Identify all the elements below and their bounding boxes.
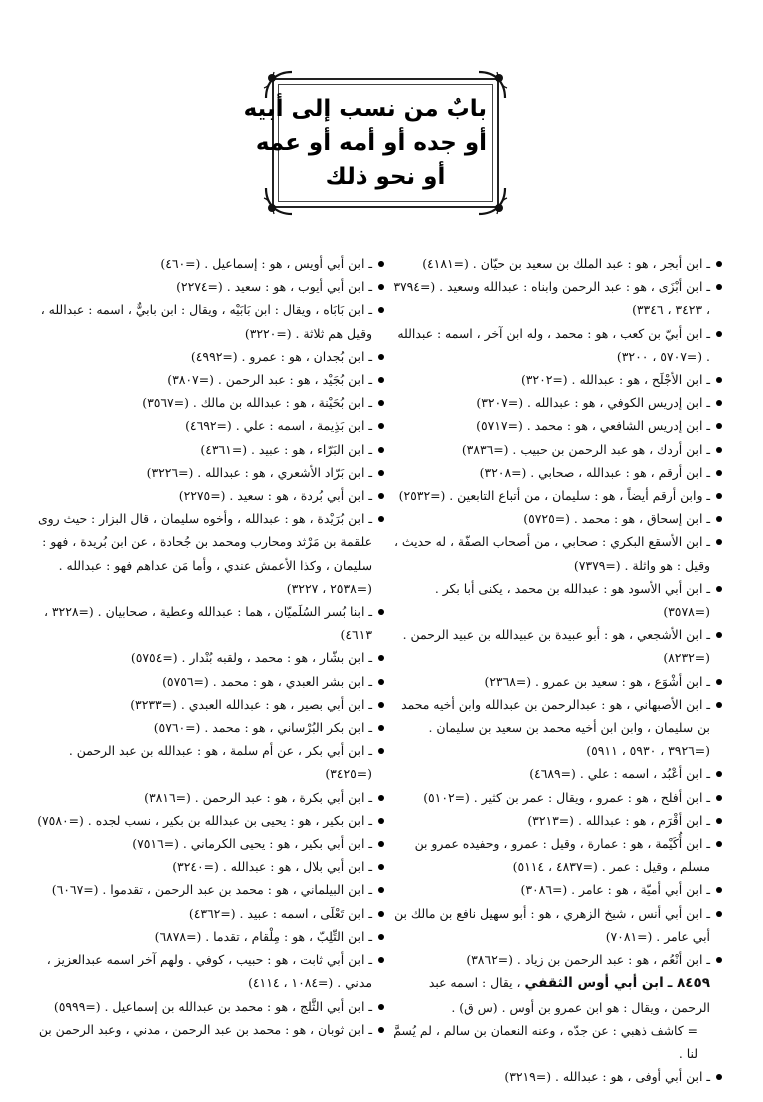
bullet-icon [378, 957, 384, 963]
entry-text: ـ وابن أرقم أيضاً ، هو : سليمان ، من أتباع التابعين . (=٢٥٣٢) [398, 488, 710, 504]
list-item [30, 902, 384, 925]
list-item [30, 878, 384, 901]
bullet-icon [378, 284, 384, 290]
list-item [30, 832, 384, 855]
bullet-icon [378, 679, 384, 685]
entry-text: ـ ابن بُجَيْد ، هو : عبد الرحمن . (=٣٨٠٧) [167, 372, 372, 388]
list-item [30, 646, 384, 669]
list-item [392, 414, 722, 437]
entry-text: ـ ابن أبي بلال ، هو : عبدالله . (=٣٢٤٠) [172, 859, 372, 875]
entry-text: ـ ابن الأجْلَح ، هو : عبدالله . (=٣٢٠٢) [520, 372, 710, 388]
list-item [392, 878, 722, 901]
entry-text: ـ ابن إدريس الكوفي ، هو : عبدالله . (=٣٢٠٧) [476, 395, 710, 411]
list-item [392, 971, 722, 1065]
bullet-icon [716, 400, 722, 406]
list-item [30, 461, 384, 484]
bullet-icon [716, 1074, 722, 1080]
entry-text: ـ ابن أبْزَى ، هو : عبد الرحمن وابناه : عبدالله وسعيد . (=٣٧٩٤ ، ٣٤٢٣ ، ٣٣٤٦) [393, 279, 710, 318]
bullet-icon [378, 307, 384, 313]
bullet-icon [378, 1004, 384, 1010]
bullet-icon [716, 957, 722, 963]
entry-text: ـ ابن أبي أنس ، شيخ الزهري ، هو : أبو سهيل نافع بن مالك بن أبي عامر . (=٧٠٨١) [394, 905, 710, 944]
entry-text: ـ ابن أنْعُم ، هو : عبد الرحمن بن زياد . (=٣٨٦٢) [466, 952, 710, 968]
list-item [392, 786, 722, 809]
bullet-icon [378, 934, 384, 940]
bullet-icon [378, 354, 384, 360]
bullet-icon [378, 447, 384, 453]
entry-text: ـ ابن البَرّاء ، هو : عبيد . (=٤٣٦١) [200, 441, 372, 457]
list-item [30, 391, 384, 414]
bullet-icon [378, 818, 384, 824]
bullet-icon [378, 493, 384, 499]
entry-text: ـ ابن أبي بكير ، هو : يحيى الكرماني . (=٧٥١٦) [132, 836, 372, 852]
entry-text: ـ ابن أبي بكرة ، هو : عبد الرحمن . (=٣٨١٦) [144, 789, 372, 805]
bullet-icon [378, 911, 384, 917]
entry-text: ـ ابن إسحاق ، هو : محمد . (=٥٧٢٥) [523, 511, 710, 527]
bullet-icon [378, 377, 384, 383]
list-item [30, 670, 384, 693]
chapter-title-frame [243, 78, 499, 208]
entry-text: ـ ابن أبي أيوب ، هو : سعيد . (=٢٢٧٤) [176, 279, 372, 295]
list-item [392, 368, 722, 391]
bullet-icon [378, 748, 384, 754]
bullet-icon [716, 586, 722, 592]
list-item [30, 298, 384, 344]
bullet-icon [716, 493, 722, 499]
left-column [30, 252, 384, 1041]
bullet-icon [716, 470, 722, 476]
list-item [30, 507, 384, 600]
bullet-icon [716, 679, 722, 685]
list-item [392, 1065, 722, 1088]
chapter-title [243, 92, 487, 196]
entry-text: ـ ابن بَابَاه ، ويقال : ابن بَابَيْه ، ويقال : ابن بابيٌّ ، اسمه : عبدالله ، وقيل هم ثلاثة . (=٣٢٢٠) [40, 302, 372, 341]
entry-text: ـ ابن أبي أميّة ، هو : عامر . (=٣٠٨٦) [520, 882, 710, 898]
bullet-icon [716, 516, 722, 522]
entry-number: ٨٤٥٩ ـ [667, 975, 710, 992]
list-item [30, 786, 384, 809]
list-item [392, 577, 722, 623]
bullet-icon [716, 377, 722, 383]
entry-text: ـ ابن إدريس الشافعي ، هو : محمد . (=٥٧١٧) [476, 418, 710, 434]
list-item [392, 461, 722, 484]
list-item [392, 438, 722, 461]
entry-note: = كاشف ذهبي : عن جدّه ، وعنه النعمان بن سالم ، لم يُسمَّ لنا . [393, 1022, 698, 1061]
bullet-icon [716, 702, 722, 708]
bullet-icon [378, 795, 384, 801]
entry-text: ـ ابن بشر العبدي ، هو : محمد . (=٥٧٥٦) [162, 673, 372, 689]
entry-text: ـ ابن أشْوَع ، هو : سعيد بن عمرو . (=٢٣٦٨) [484, 673, 710, 689]
bullet-icon [378, 725, 384, 731]
list-item [30, 252, 384, 275]
chapter-title-line: بابٌ من نسب إلى أبيه [243, 96, 487, 122]
entry-text: ـ ابن أبي بكر ، عن أم سلمة ، هو : عبدالله بن عبد الرحمن . (=٣٤٢٥) [68, 743, 372, 782]
list-item [392, 623, 722, 669]
list-item [392, 670, 722, 693]
entry-text: ـ ابن أبي الثَّلج ، هو : محمد بن عبدالله بن إسماعيل . (=٥٩٩٩) [53, 998, 372, 1014]
entry-text: ـ ابن التِّلِبّ ، هو : مِلْقام ، تقدما . (=٦٨٧٨) [154, 928, 372, 944]
entry-text: ـ ابن تَعْلَى ، اسمه : عبيد . (=٤٣٦٢) [188, 905, 372, 921]
bullet-icon [378, 655, 384, 661]
entry-text: ـ ابن أبي أويس ، هو : إسماعيل . (=٤٦٠) [160, 256, 372, 271]
list-item [392, 391, 722, 414]
entry-text: ـ ابن أبي بُردة ، هو : سعيد . (=٢٢٧٥) [178, 488, 372, 504]
bullet-icon [378, 841, 384, 847]
bullet-icon [378, 261, 384, 267]
bullet-icon [716, 331, 722, 337]
bullet-icon [716, 887, 722, 893]
bullet-icon [378, 609, 384, 615]
list-item [392, 275, 722, 321]
bullet-icon [716, 911, 722, 917]
right-column [392, 252, 722, 1088]
entry-text: ـ ابن بكير ، هو : يحيى بن عبدالله بن بكير ، نسب لجده . (=٧٥٨٠) [37, 812, 372, 828]
entry-text: ـ ابن أعْبُد ، اسمه : علي . (=٤٦٨٩) [529, 766, 710, 782]
bullet-icon [378, 423, 384, 429]
bullet-icon [378, 702, 384, 708]
list-item [30, 275, 384, 298]
entry-text: ـ ابن أبي ثابت ، هو : حبيب ، كوفي . ولهم آخر اسمه عبدالعزيز ، مدني . (=١٠٨٤ ، ٤١١٤) [46, 952, 372, 991]
entry-text: ـ ابنا بُسر السُلَميّان ، هما : عبدالله وعطية ، صحابيان . (=٣٢٢٨ ، ٤٦١٣) [43, 604, 372, 643]
list-item [392, 322, 722, 368]
list-item [392, 252, 722, 275]
entry-text: ـ ابن الأصبهاني ، هو : عبدالرحمن بن عبدالله وابن أخيه محمد بن سليمان ، وابن ابن أخيه محمد بن سعيد بن سليمان . (=٣٩٢٦ ، ٥٩٣٠ ، ٥٩١١) [401, 696, 710, 759]
bullet-icon [378, 516, 384, 522]
list-item [30, 600, 384, 646]
list-item [30, 925, 384, 948]
list-item [30, 995, 384, 1018]
chapter-title-line: أو جده أو أمه أو عمه [255, 130, 487, 156]
entry-heading: ابن أبي أوس الثقفي [524, 975, 664, 992]
entry-text: ـ ابن بَرّاد الأشعري ، هو : عبدالله . (=٣٢٢٦) [146, 464, 372, 480]
entry-text: ـ ابن أُكَيْمة ، هو : عمارة ، وقيل : عمرو ، وحفيده عمرو بن مسلم ، وقيل : عمر . (=٤٨٣٧ ، ٥١١٤) [414, 836, 710, 875]
entry-text: ـ ابن أفلح ، هو : عمرو ، ويقال : عمر بن كثير . (=٥١٠٢) [423, 789, 710, 805]
entry-text: ـ ابن بُرَيْدة ، هو : عبدالله ، وأخوه سليمان ، قال البزار : حيث روى علقمة بن مَرْثد ومحارب ومحمد بن جُحادة ، عن ابن بُريدة ، فهو : سليمان ، وكذا الأعمش عندي ، وأما مَن عداهم فهو : عبدالله . (=٢٥٣٨ ، ٣٢٢٧) [37, 511, 372, 596]
list-item [392, 948, 722, 971]
list-item [392, 762, 722, 785]
entry-text: ـ ابن أبي الأسود هو : عبدالله بن محمد ، يكنى أبا بكر . (=٣٥٧٨) [434, 580, 710, 620]
bullet-icon [716, 818, 722, 824]
bullet-icon [378, 1027, 384, 1033]
entry-text: ـ ابن أبي بصير ، هو : عبدالله العبدي . (=٣٢٣٣) [130, 696, 372, 712]
list-item [30, 368, 384, 391]
entry-text: ـ ابن أردك ، هو عبد الرحمن بن حبيب . (=٣٨٣٦) [461, 441, 710, 457]
bullet-icon [716, 539, 722, 545]
list-item [30, 855, 384, 878]
entry-text: ـ ابن أبي أوفى ، هو : عبدالله . (=٣٢١٩) [504, 1069, 710, 1085]
list-item [392, 902, 722, 948]
list-item [30, 716, 384, 739]
list-item [392, 809, 722, 832]
bullet-icon [378, 887, 384, 893]
list-item [30, 693, 384, 716]
entry-text: ـ ابن بَذِيمة ، اسمه : علي . (=٤٦٩٢) [185, 418, 372, 434]
entry-text: ـ ابن أقْرَم ، هو : عبدالله . (=٣٢١٣) [527, 812, 710, 828]
bullet-icon [716, 261, 722, 267]
list-item [30, 414, 384, 437]
bullet-icon [716, 841, 722, 847]
list-item [30, 809, 384, 832]
entry-text: ـ ابن بُحَيْنة ، هو : عبدالله بن مالك . (=٣٥٦٧) [142, 395, 372, 411]
bullet-icon [378, 864, 384, 870]
entry-text: ـ ابن ثوبان ، هو : محمد بن عبد الرحمن ، مدني ، وعبد الرحمن بن [38, 1021, 372, 1037]
bullet-icon [716, 284, 722, 290]
bullet-icon [716, 771, 722, 777]
bullet-icon [378, 400, 384, 406]
bullet-icon [378, 470, 384, 476]
entry-text: ـ ابن أرقم ، هو : عبدالله ، صحابي . (=٣٢٠٨) [479, 464, 710, 480]
list-item [392, 530, 722, 576]
list-item [392, 507, 722, 530]
entry-text: ـ ابن الأشجعي ، هو : أبو عبيدة بن عبيدالله بن عبيد الرحمن . (=٨٢٣٢) [402, 627, 710, 666]
chapter-title-line: أو نحو ذلك [325, 164, 446, 190]
list-item [392, 484, 722, 507]
list-item [30, 484, 384, 507]
entry-text: ـ ابن الأسقع البكري : صحابي ، من أصحاب الصفّة ، له حديث ، وقيل : هو واثلة . (=٧٣٧٩) [393, 534, 710, 573]
entry-text: ، يقال : اسمه عبد الرحمن ، ويقال : هو ابن عمرو بن أوس . (س ق) . [428, 975, 710, 1015]
entry-text: ـ ابن أبيّ بن كعب ، هو : محمد ، وله ابن آخر ، اسمه : عبدالله . (=٥٧٠٧ ، ٣٢٠٠) [397, 325, 710, 364]
bullet-icon [716, 423, 722, 429]
bullet-icon [716, 795, 722, 801]
bullet-icon [716, 632, 722, 638]
list-item [392, 832, 722, 878]
list-item [30, 1018, 384, 1041]
entry-text: ـ ابن البيلماني ، هو : محمد بن عبد الرحمن ، تقدموا . (=٦٠٦٧) [51, 882, 372, 898]
entry-text: ـ ابن بكر البُرْساني ، هو : محمد . (=٥٧٦٠) [153, 720, 372, 736]
list-item [30, 345, 384, 368]
list-item [30, 739, 384, 785]
entry-text: ـ ابن بشّار ، هو : محمد ، ولقبه بُنْدار . (=٥٧٥٤) [130, 650, 372, 666]
list-item [392, 693, 722, 763]
bullet-icon [716, 447, 722, 453]
list-item [30, 948, 384, 994]
list-item [30, 438, 384, 461]
entry-text: ـ ابن أبجر ، هو : عبد الملك بن سعيد بن حيّان . (=٤١٨١) [422, 256, 710, 271]
entry-text: ـ ابن بُجدان ، هو : عمرو . (=٤٩٩٢) [190, 348, 372, 364]
